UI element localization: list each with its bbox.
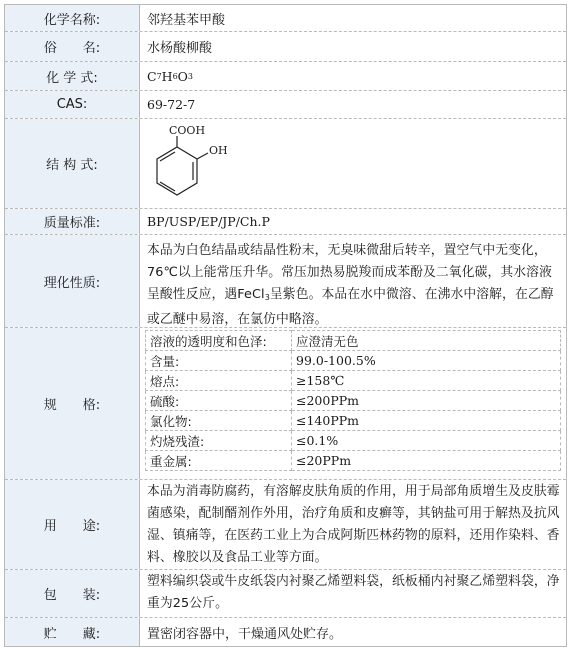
label-chemical-name: 化学名称:	[5, 5, 140, 31]
row-properties	[5, 235, 566, 328]
spec-value: ≤200PPm	[292, 391, 561, 411]
spec-row	[146, 351, 561, 371]
spec-row	[146, 331, 561, 351]
row-usage	[5, 480, 566, 570]
value-cas: 69-72-7	[147, 97, 196, 112]
formula-h: H	[161, 68, 173, 84]
value-usage-wrap	[141, 480, 566, 569]
salicylic-acid-structure	[147, 121, 267, 207]
properties-fecl-sub: 3	[264, 293, 270, 302]
value-common-name: 水杨酸柳酸	[147, 41, 213, 56]
label-usage: 用 途:	[5, 480, 140, 569]
value-storage: 置密闭容器中，干燥通风处贮存。	[147, 626, 343, 642]
structure-oh-label: OH	[209, 143, 228, 157]
label-common-name: 俗 名:	[5, 32, 140, 61]
label-quality-standard: 质量标准:	[5, 209, 140, 234]
spec-key: 溶液的透明度和色泽:	[146, 331, 292, 351]
spec-row	[146, 391, 561, 411]
formula-c-sub: 7	[156, 71, 162, 81]
row-chemical-name	[5, 5, 566, 32]
value-formula	[141, 62, 566, 90]
spec-table	[145, 330, 561, 471]
label-formula: 化 学 式:	[5, 62, 140, 90]
value-properties-wrap	[141, 235, 566, 327]
formula-c: C	[147, 68, 157, 84]
properties-text-1: 本品为白色结晶或结晶性粉末，无臭味微甜后转辛，置空气中无变化，76℃以上能常压升华。常压加热易脱羧而成苯酚及二氧化碳，其水溶液呈酸性反应，遇FeCl	[147, 243, 552, 302]
label-storage: 贮 藏:	[5, 618, 140, 646]
spec-value: 99.0-100.5%	[292, 351, 561, 371]
spec-row	[146, 431, 561, 451]
label-packing: 包 装:	[5, 570, 140, 617]
row-formula	[5, 62, 566, 91]
structure-cooh-label: COOH	[169, 123, 206, 137]
spec-value: ≥158℃	[292, 371, 561, 391]
spec-key: 熔点:	[146, 371, 292, 391]
formula-o-sub: 3	[187, 71, 194, 81]
spec-value: 应澄清无色	[292, 331, 561, 351]
spec-value: ≤0.1%	[292, 431, 561, 451]
formula-h-sub: 6	[172, 71, 178, 81]
label-cas: CAS:	[5, 91, 140, 118]
label-structure: 结 构 式:	[5, 119, 140, 208]
label-specifications: 规 格:	[5, 328, 140, 479]
row-packing	[5, 570, 566, 618]
formula-o: O	[177, 68, 188, 84]
label-properties: 理化性质:	[5, 235, 140, 327]
value-packing-wrap	[141, 570, 566, 617]
spec-key: 重金属:	[146, 451, 292, 471]
row-specifications	[5, 328, 566, 480]
value-quality-standard: BP/USP/EP/JP/Ch.P	[147, 214, 270, 229]
product-spec-table	[4, 4, 567, 647]
value-properties	[141, 235, 566, 333]
spec-value: ≤140PPm	[292, 411, 561, 431]
value-usage: 本品为消毒防腐药，有溶解皮肤角质的作用，用于局部角质增生及皮肤霉菌感染，配制醑剂作外用，治疗角质和皮癣等，其钠盐可用于解热及抗风湿、镇痛等，在医药工业上为合成阿斯匹林药物的原料，还用作染料、香料、橡胶以及食品工业等方面。	[147, 484, 560, 565]
value-packing: 塑料编织袋或牛皮纸袋内衬聚乙烯塑料袋，纸板桶内衬聚乙烯塑料袋，净重为25公斤。	[147, 574, 560, 611]
spec-key: 氯化物:	[146, 411, 292, 431]
spec-value: ≤20PPm	[292, 451, 561, 471]
spec-key: 灼烧残渣:	[146, 431, 292, 451]
row-structure	[5, 119, 566, 209]
row-common-name	[5, 32, 566, 62]
row-quality-standard	[5, 209, 566, 235]
spec-row	[146, 451, 561, 471]
spec-key: 含量:	[146, 351, 292, 371]
value-chemical-name: 邻羟基苯甲酸	[147, 12, 226, 28]
row-cas	[5, 91, 566, 119]
properties-text-2: 呈紫色。本品在水中微溶、在沸水中溶解，在乙醇或乙醚中易溶，在氯仿中略溶。	[147, 287, 554, 327]
spec-key: 硫酸:	[146, 391, 292, 411]
spec-row	[146, 371, 561, 391]
row-storage	[5, 618, 566, 646]
spec-row	[146, 411, 561, 431]
structure-diagram	[141, 119, 566, 208]
